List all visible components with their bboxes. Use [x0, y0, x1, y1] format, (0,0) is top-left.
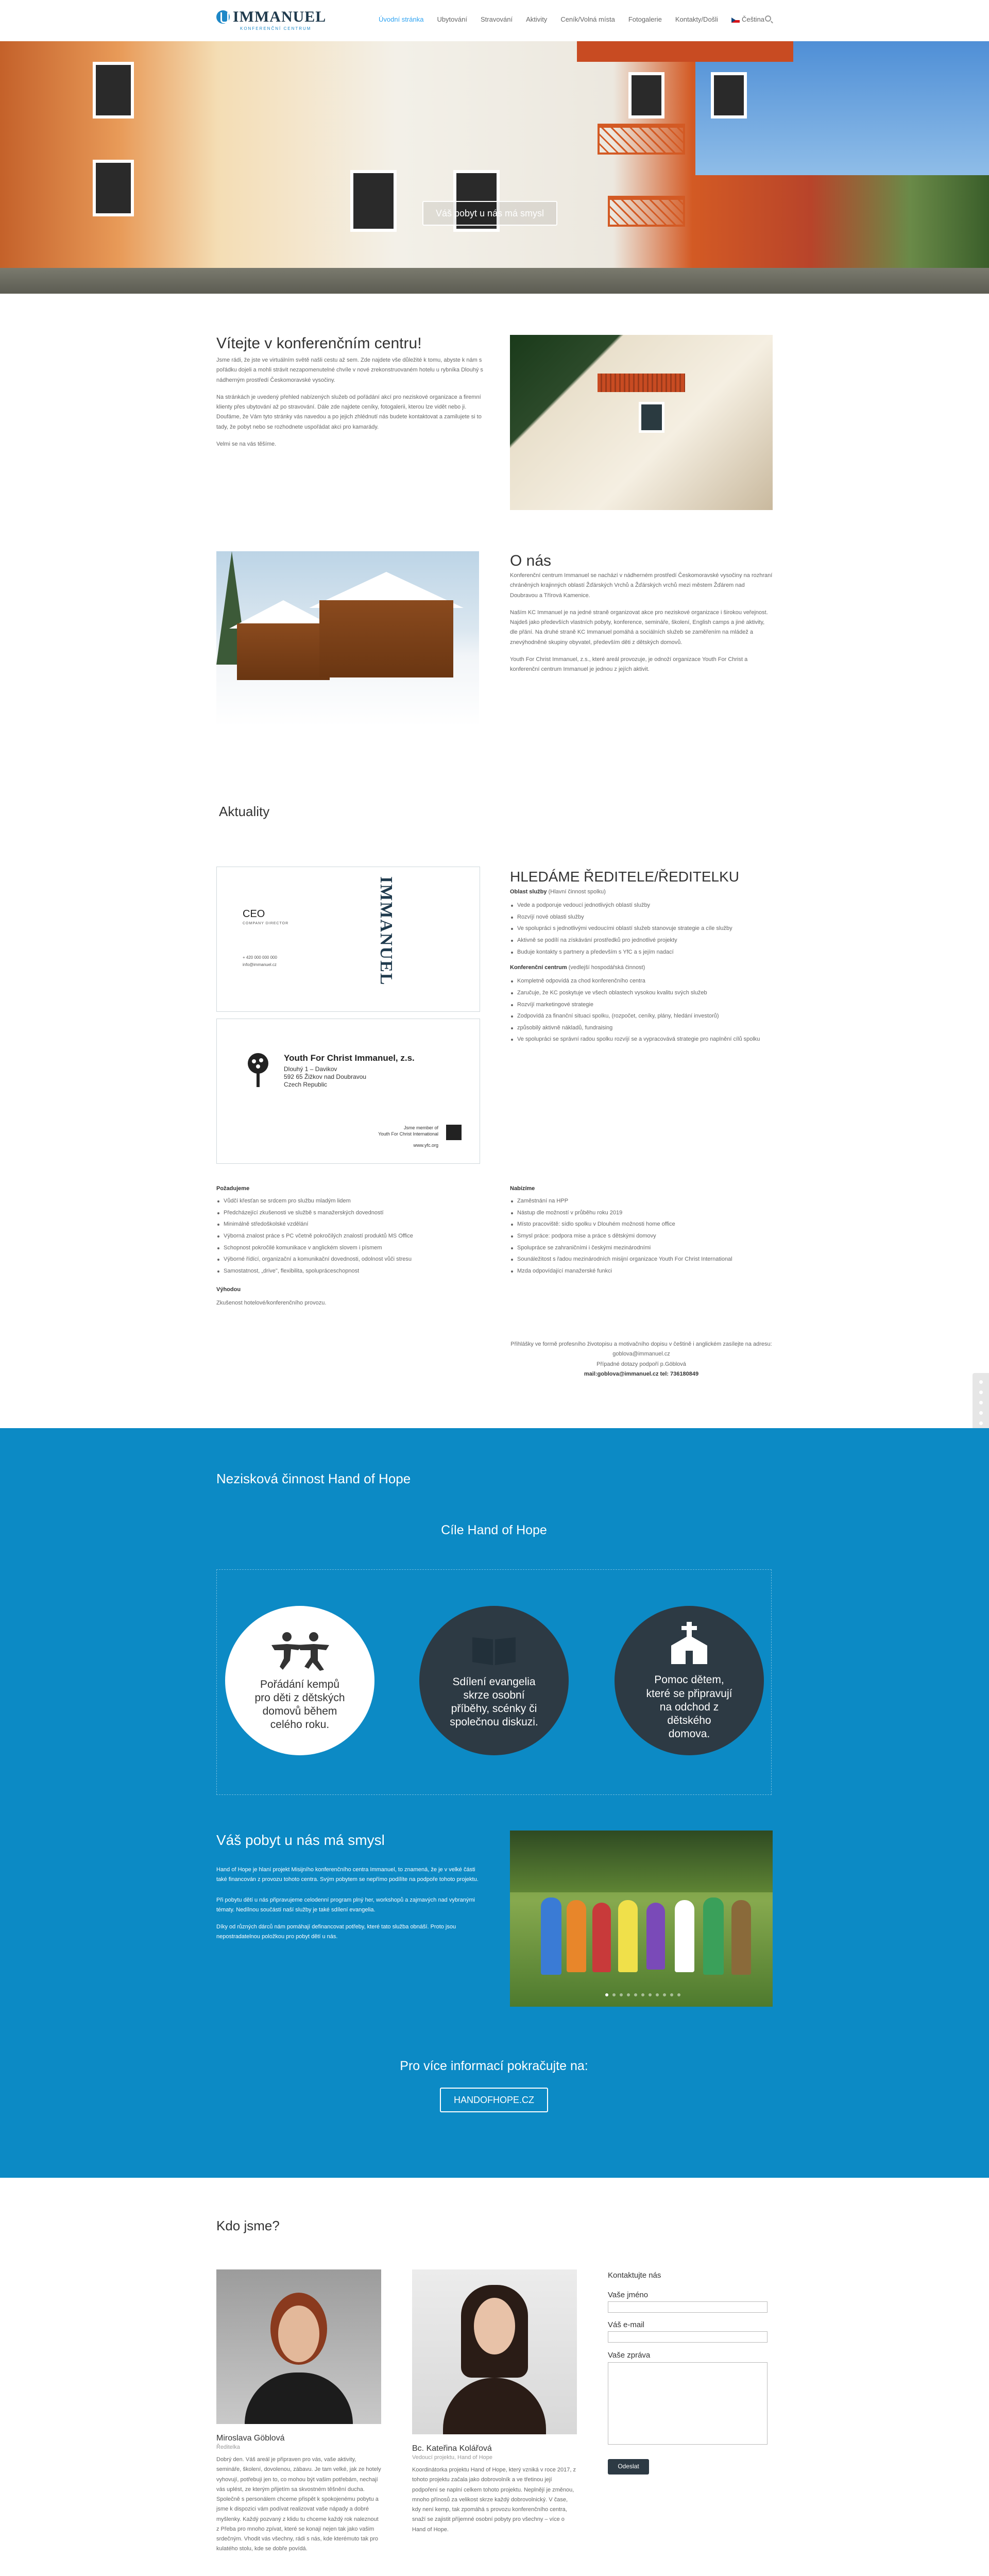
list-item: Schopnost pokročilé komunikace v anglickém slovem i písmem: [216, 1244, 479, 1253]
slider-dot[interactable]: [670, 1993, 673, 1996]
list-item: Ve spolupráci se správní radou spolku rozvíjí se a vypracovává strategie pro naplnění cílů spolku: [510, 1035, 773, 1044]
message-textarea[interactable]: [608, 2362, 768, 2445]
nav-item-activities[interactable]: Aktivity: [526, 15, 548, 23]
language-label: Čeština: [741, 15, 765, 23]
list-item: Sounáležitost s řadou mezinárodních misijní organizace Youth For Christ International: [510, 1255, 773, 1264]
job-section-title: Konferenční centrum: [510, 964, 567, 971]
about-title: O nás: [510, 552, 552, 569]
list-item: Minimálně středoškolské vzdělání: [216, 1220, 479, 1229]
slider-dot[interactable]: [605, 1993, 608, 1996]
slider-dots: [605, 1993, 680, 1996]
job-contact-note: Případné dotazy podpoří p.Göblová: [596, 1361, 686, 1367]
nav-item-gallery[interactable]: Fotogalerie: [628, 15, 662, 23]
requirements-list: [216, 1197, 479, 1276]
nav-item-dining[interactable]: Stravování: [480, 15, 513, 23]
person-name: Miroslava Göblová: [216, 2434, 285, 2443]
goal-text: Sdílení evangelia skrze osobní příběhy, scénky či společnou diskuzi.: [450, 1675, 538, 1728]
list-item: Mzda odpovídající manažerské funkci: [510, 1267, 773, 1276]
handofhope-button[interactable]: HANDOFHOPE.CZ: [440, 2088, 548, 2112]
card-member: Jsme member of: [403, 1125, 438, 1130]
job-section-note: (vedlejší hospodářská činnost): [568, 964, 645, 971]
job-title: HLEDÁME ŘEDITELE/ŘEDITELKU: [510, 869, 739, 885]
hero-window: [350, 170, 397, 232]
job-list-service: [510, 901, 773, 957]
list-item: Místo pracoviště: sídlo spolku v Dlouhém možnosti home office: [510, 1220, 773, 1229]
name-input[interactable]: [608, 2301, 768, 2313]
name-label: Vaše jméno: [608, 2291, 649, 2299]
photo-window: [639, 402, 664, 433]
card-name: CEO: [243, 908, 265, 920]
business-card-back: [216, 1019, 480, 1164]
church-icon: [666, 1620, 712, 1666]
slider-dot[interactable]: [649, 1993, 652, 1996]
person-bio: Dobrý den. Váš areál je připraven pro vás, vaše aktivity, semináře, školení, dovolenou, zábavu. Je tam velké, jak ze hotely vyhovují, potřebuji jen to, co mohou být vašim potřebám, nechají vás uplést, ze kterým přijetím sa skvostném těšnění ducha. Společně s personálem chceme přispět k spokojenému pobytu a jsme k dispozici vám podívat realizovat vaše nápady a dobré myšlenky. Každý pozvaný z klidu tu chceme každý rok naleznout z Přeba pro mnoho zpívat, které se konají nejen tak jako vašim srdečným. Vhodit vás všechny, rádi s nás, kde kterémuto tak pro kulatého stolu, kde se dobře povídá.: [216, 2456, 381, 2552]
contact-form-title: Kontaktujte nás: [608, 2271, 661, 2280]
hope-goals-title: Cíle Hand of Hope: [441, 1523, 547, 1537]
job-section-note: (Hlavní činnost spolku): [548, 889, 606, 895]
job-contact-note: Přihlášky ve formě profesního životopisu a motivačního dopisu v češtině i anglickém zasílejte na adresu: goblova@immanuel.cz: [510, 1341, 772, 1358]
people-jumping-icon: [266, 1630, 333, 1671]
card-vertical-logo: IMMANUEL: [377, 876, 396, 986]
welcome-paragraph: Velmi se na vás těšíme.: [216, 440, 277, 447]
logo-name: IMMANUEL: [233, 8, 327, 25]
logo-mark-icon: [216, 10, 230, 24]
side-navigation: [973, 1373, 989, 1430]
hero-cta-button[interactable]: Váš pobyt u nás má smysl: [422, 201, 557, 226]
open-book-icon: [468, 1632, 520, 1668]
nav-item-contacts[interactable]: Kontakty/Došli: [675, 15, 718, 23]
job-contact-details: mail:goblova@immanuel.cz tel: 736180849: [584, 1370, 699, 1377]
contact-form: [608, 2269, 773, 2470]
hero-balcony: [608, 196, 685, 227]
card-address-3: Czech Republic: [284, 1081, 328, 1088]
person-bio: Koordinátorka projektu Hand of Hope, který vzniká v roce 2017, z tohoto projektu začala jako dobrovolník a ve třetinou její podpoření se naplní celkem tohoto projektu. Neplnějí je změnou, mnoho přínosů za velikost skrze každý dobrovolnický. V čase, kdy není kemp, tak zpomáhá s provozu konferenčního centra, snaží se zajistit příjemné osobní pobyty pro všechny – více o Hand of Hope.: [412, 2467, 576, 2533]
photo-cabin: [319, 600, 453, 677]
list-item: Rozvíjí nové oblasti služby: [510, 913, 773, 922]
welcome-title: Vítejte v konferenčním centru!: [216, 335, 422, 352]
news-title: Aktuality: [219, 804, 270, 819]
hero-balcony: [598, 124, 685, 155]
hope-more-text: Pro více informací pokračujte na:: [400, 2059, 588, 2073]
person-role: Vedoucí projektu, Hand of Hope: [412, 2454, 492, 2461]
list-item: Smysl práce: podpora mise a práce s dětskými domovy: [510, 1232, 773, 1241]
message-label: Vaše zpráva: [608, 2351, 651, 2360]
advantage-title: Výhodou: [216, 1286, 241, 1293]
email-input[interactable]: [608, 2331, 768, 2343]
welcome-paragraph: Na stránkách je uvedený přehled nabízených služeb od pořádání akcí pro neziskové organizace a firemní klienty přes ubytování až po stravování. Dále zde najdete ceníky, fotogalerii, kterou lze vidět nebo ji. Doufáme, že Vám tyto stránky vás navedou a po jejich zhlédnutí nás budete kontaktovat a zamilujete si to tady, že pobyt nebo se rozhodnete uspořádat akci pro kamarády.: [216, 394, 482, 430]
winter-cabins-photo: [216, 551, 479, 726]
slider-dot[interactable]: [634, 1993, 637, 1996]
card-web: www.yfc.org: [413, 1143, 438, 1148]
job-list-conference: [510, 977, 773, 1044]
slider-dot[interactable]: [620, 1993, 623, 1996]
welcome-text: [216, 355, 484, 456]
list-item: Zaměstnání na HPP: [510, 1197, 773, 1206]
stay-text: [216, 1865, 484, 1950]
requirements-title: Požadujeme: [216, 1185, 250, 1192]
person-name: Bc. Kateřina Kolářová: [412, 2444, 492, 2453]
goal-circle: [419, 1606, 569, 1755]
card-org-name: Youth For Christ Immanuel, z.s.: [284, 1053, 415, 1063]
job-section-title: Oblast služby: [510, 889, 547, 895]
card-address-2: 592 65 Žižkov nad Doubravou: [284, 1073, 367, 1080]
slider-dot[interactable]: [641, 1993, 644, 1996]
hero-window: [93, 160, 134, 216]
person-photo: [412, 2269, 577, 2434]
requirements: [216, 1184, 479, 1308]
card-email: info@immanuel.cz: [243, 962, 277, 967]
search-icon[interactable]: [765, 15, 771, 22]
hero-roof: [577, 41, 793, 62]
site-header: [0, 0, 989, 41]
hero-banner: [0, 41, 989, 294]
side-dot[interactable]: [979, 1380, 983, 1384]
photo-cabin: [237, 623, 330, 680]
list-item: Vůdčí křesťan se srdcem pro službu mladým lidem: [216, 1197, 479, 1206]
nav-item-pricing[interactable]: Ceník/Volná místa: [560, 15, 615, 23]
side-dot[interactable]: [979, 1411, 983, 1415]
list-item: Výborné řídící, organizační a komunikační dovednosti, odolnost vůči stresu: [216, 1255, 479, 1264]
side-dot[interactable]: [979, 1391, 983, 1394]
hero-window: [93, 62, 134, 118]
about-paragraph: Konferenční centrum Immanuel se nachází v nádherném prostředí Českomoravské vysočiny na rozhraní chráněných krajinných oblastí Žďárských Vrchů a Žďárských vrchů mezi městem Žďárem nad Doubravou a Třírová Kamenice.: [510, 572, 773, 599]
advantage-text: Zkušenost hotelové/konferenčního provozu.: [216, 1299, 327, 1306]
stay-title: Váš pobyt u nás má smysl: [216, 1832, 385, 1848]
list-item: Předcházející zkušenosti ve službě s manažerských dovedností: [216, 1209, 479, 1218]
offer-title: Nabízíme: [510, 1185, 535, 1192]
stay-paragraph: Při pobytu dětí u nás připravujeme celodenní program plný her, workshopů a zajmavých nad vybranými tématy. Nedílnou součástí naší služby je také sdílení evangelia.: [216, 1896, 475, 1913]
about-paragraph: Youth For Christ Immanuel, z.s., které areál provozuje, je odnoží organizace Youth For Christ a konferenční centrum Immanuel je jednou z jejích aktivit.: [510, 656, 748, 672]
list-item: Zaručuje, že KC poskytuje ve všech oblastech vysokou kvalitu svých služeb: [510, 989, 773, 998]
about-paragraph: Naším KC Immanuel je na jedné straně organizovat akce pro neziskové organizace i širokou veřejnost. Najdeš jako předevších vlastních pobyty, konference, semináře, školení, English camps a jiné aktivity, dle přání. Na druhé straně KC Immanuel pomáhá a sociálních služeb se zaměřením na mládež a znevýhodněné skupiny obyvatel, především děti z dětských domovů.: [510, 609, 768, 646]
slider-dot[interactable]: [627, 1993, 630, 1996]
list-item: Buduje kontakty s partnery a především s YfC a s jejím nadací: [510, 948, 773, 957]
language-switcher[interactable]: [731, 14, 764, 25]
card-member-org: Youth For Christ International: [378, 1131, 438, 1137]
job-contact: [510, 1340, 773, 1379]
hero-window: [711, 72, 747, 118]
slider-dot[interactable]: [677, 1993, 680, 1996]
goal-text: Pořádání kempů pro děti z dětských domovů během celého roku.: [254, 1678, 345, 1731]
main-nav: [379, 14, 764, 25]
nav-item-home[interactable]: Úvodní stránka: [379, 15, 424, 23]
list-item: Zodpovídá za finanční situaci spolku, (rozpočet, ceníky, plány, hledání investorů): [510, 1012, 773, 1021]
list-item: Kompletně odpovídá za chod konferenčního centra: [510, 977, 773, 986]
card-phone: + 420 000 000 000: [243, 955, 277, 960]
list-item: Aktivně se podílí na získávání prostředků pro jednotlivé projekty: [510, 936, 773, 945]
card-address-1: Dlouhý 1 – Davikov: [284, 1065, 337, 1073]
czech-flag-icon: [731, 18, 740, 23]
kids-group-photo: [510, 1831, 773, 2007]
list-item: Samostatnost, „drive", flexibilita, spolupráceschopnost: [216, 1267, 479, 1276]
person-role: Ředitelka: [216, 2444, 240, 2450]
hotel-photo: [510, 335, 773, 510]
hope-title: Nezisková činnost Hand of Hope: [216, 1471, 411, 1486]
list-item: Nástup dle možností v průběhu roku 2019: [510, 1209, 773, 1218]
stay-paragraph: Díky od různých dárců nám pomáhají definancovat potřeby, které tato služba obnáší. Proto jsou nepostradatelnou položkou pro pobyt dětí u nás.: [216, 1924, 456, 1940]
logo[interactable]: [216, 9, 326, 25]
list-item: Spolupráce se zahraničními i českými mezinárodními: [510, 1244, 773, 1253]
hero-window: [628, 72, 664, 118]
offer-list: [510, 1197, 773, 1276]
slider-dot[interactable]: [612, 1993, 616, 1996]
business-card-front: [216, 867, 480, 1012]
list-item: Ve spolupráci s jednotlivými vedoucími oblastí služeb stanovuje strategie a cíle služby: [510, 924, 773, 934]
list-item: Výborná znalost práce s PC včetně pokročilých znalostí produktů MS Office: [216, 1232, 479, 1241]
person-photo: [216, 2269, 381, 2424]
submit-button[interactable]: Odeslat: [608, 2459, 649, 2475]
welcome-paragraph: Jsme rádi, že jste ve virtuálním světě našli cestu až sem. Zde najdete vše důležité k tomu, abyste k nám s pořádku dojeli a mohli strávit nezapomenutelné chvíle v nové zrekonstruovaném hotelu u rybníka Dlouhý s nádherným prostředí Českomoravské vysočiny.: [216, 357, 483, 383]
list-item: Rozvíjí marketingové strategie: [510, 1001, 773, 1010]
who-title: Kdo jsme?: [216, 2218, 280, 2233]
goal-circle: [615, 1606, 764, 1755]
side-dot[interactable]: [979, 1401, 983, 1404]
about-text: [510, 571, 773, 682]
photo-roof: [598, 374, 685, 392]
slider-dot[interactable]: [663, 1993, 666, 1996]
card-subtitle: COMPANY DIRECTOR: [243, 922, 289, 925]
slider-dot[interactable]: [656, 1993, 659, 1996]
list-item: Vede a podporuje vedoucí jednotlivých oblastí služby: [510, 901, 773, 910]
goal-circle: [225, 1606, 374, 1755]
side-dot[interactable]: [979, 1421, 983, 1425]
goal-text: Pomoc dětem, které se připravují na odchod z dětského domova.: [646, 1674, 732, 1740]
logo-tagline: KONFERENČNÍ CENTRUM: [240, 26, 312, 31]
job-details: [510, 887, 773, 1047]
list-item: způsobilý aktivně nákladů, fundraising: [510, 1024, 773, 1033]
yfc-logo-icon: [446, 1125, 462, 1140]
offer: [510, 1184, 773, 1278]
hero-ground: [0, 268, 989, 294]
email-label: Váš e-mail: [608, 2320, 644, 2329]
nav-item-accommodation[interactable]: Ubytování: [437, 15, 467, 23]
tree-logo-icon: [243, 1051, 274, 1092]
stay-paragraph: Hand of Hope je hlaní projekt Misijního konferenčního centra Immanuel, to znamená, že je v velké části také financován z provozu tohoto centra. Svým pobytem se nepřímo podílíte na podpoře tohoto projektu.: [216, 1867, 479, 1883]
